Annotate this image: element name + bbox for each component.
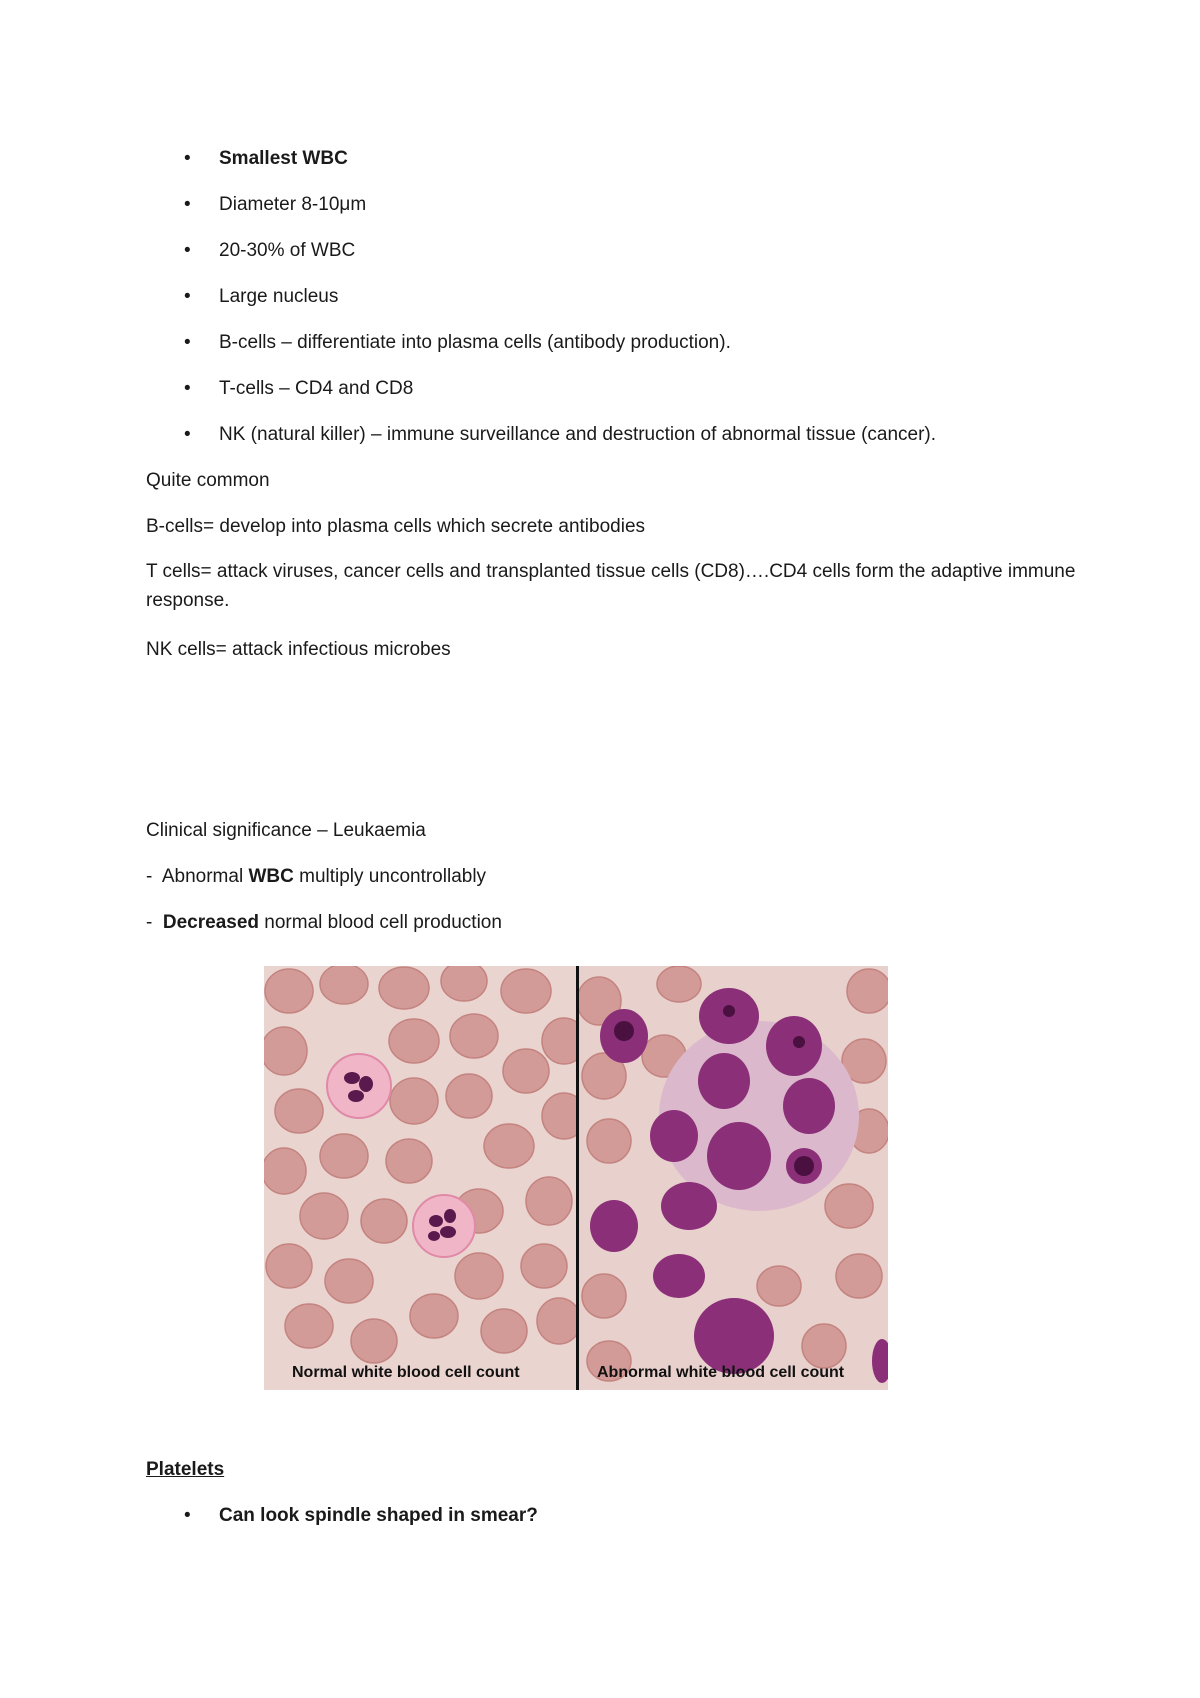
bullet-marker: • xyxy=(184,240,191,261)
clinical-item-2 xyxy=(146,911,502,935)
bullet-item: B-cells – differentiate into plasma cells (antibody production). xyxy=(219,332,731,353)
normal-smear-panel xyxy=(264,966,576,1390)
bullet-item: Smallest WBC xyxy=(219,148,348,169)
bullet-marker: • xyxy=(184,1505,191,1526)
clinical-item-2-post: normal blood cell production xyxy=(259,912,502,933)
bullet-item: Large nucleus xyxy=(219,286,339,307)
bullet-item: Diameter 8-10μm xyxy=(219,194,367,215)
bullet-item: 20-30% of WBC xyxy=(219,240,356,261)
normal-smear-image xyxy=(264,966,576,1390)
platelets-bullet-item: Can look spindle shaped in smear? xyxy=(219,1505,538,1526)
bullet-marker: • xyxy=(184,148,191,169)
platelets-heading: Platelets xyxy=(146,1459,225,1480)
clinical-item-1-pre: Abnormal xyxy=(161,866,249,887)
dash-marker: - xyxy=(146,866,153,887)
bullet-item: NK (natural killer) – immune surveillance and destruction of abnormal tissue (cancer). xyxy=(219,424,937,445)
bullet-marker: • xyxy=(184,424,191,445)
clinical-item-2-bold: Decreased xyxy=(162,912,260,933)
note-t-cells: T cells= attack viruses, cancer cells and transplanted tissue cells (CD8)….CD4 cells form the adaptive immune response. xyxy=(146,561,1076,611)
bullet-marker: • xyxy=(184,194,191,215)
note-b-cells: B-cells= develop into plasma cells which secrete antibodies xyxy=(146,516,646,537)
normal-caption: Normal white blood cell count xyxy=(292,1364,520,1381)
bullet-marker: • xyxy=(184,286,191,307)
clinical-item-1-post: multiply uncontrollably xyxy=(293,866,487,887)
bullet-marker: • xyxy=(184,378,191,399)
abnormal-caption: Abnormal white blood cell count xyxy=(597,1364,845,1381)
blood-smear-figure xyxy=(264,966,888,1390)
bullet-item: T-cells – CD4 and CD8 xyxy=(219,378,414,399)
bullet-marker: • xyxy=(184,332,191,353)
abnormal-smear-panel xyxy=(579,966,888,1390)
clinical-item-1 xyxy=(146,865,486,889)
note-nk-cells: NK cells= attack infectious microbes xyxy=(146,639,451,660)
dash-marker: - xyxy=(146,912,153,933)
clinical-heading: Clinical significance – Leukaemia xyxy=(146,820,426,841)
note-quite-common: Quite common xyxy=(146,470,270,491)
abnormal-smear-image xyxy=(579,966,888,1390)
clinical-item-1-bold: WBC xyxy=(248,866,294,887)
